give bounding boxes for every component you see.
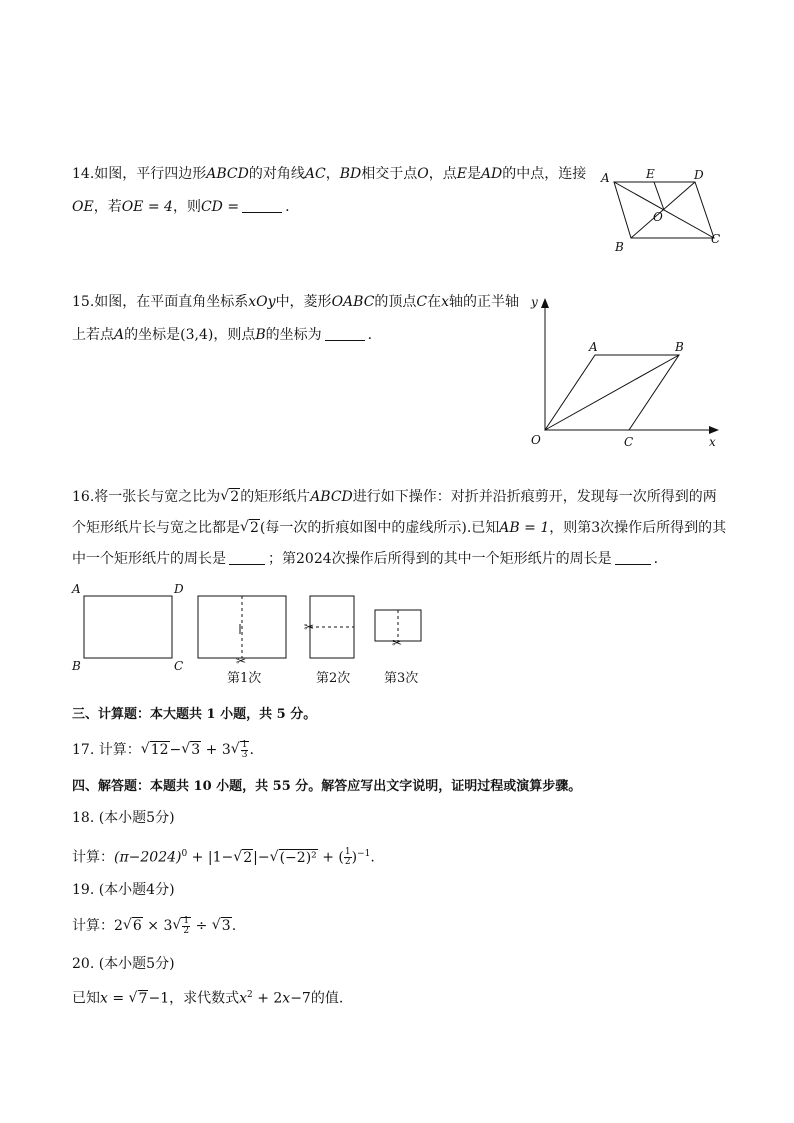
q16-line1: 16.将一张长与宽之比为√ 2的矩形纸片ABCD进行如下操作：对折并沿折痕剪开，发现每一次所得到的两: [72, 487, 717, 507]
q14-parallelogram-figure: [598, 166, 728, 256]
q14-line1: 14.如图，平行四边形ABCD的对角线AC，BD相交于点O，点E是AD的中点，连接: [72, 166, 587, 182]
q18-header: 18. (本小题5分): [72, 810, 175, 826]
label-O: O: [653, 210, 663, 224]
q14-line2: OE，若OE = 4，则CD = .: [72, 199, 290, 215]
label-y: y: [531, 295, 538, 309]
q16-line2: 个矩形纸片长与宽之比都是√ 2(每一次的折痕如图中的虚线所示).已知AB = 1，则第3次操作后所得到的其: [72, 518, 726, 538]
label-O: O: [531, 433, 541, 447]
y-axis-arrow: [541, 298, 549, 308]
q15-line2: 上若点A的坐标是(3,4)，则点B的坐标为 .: [72, 327, 373, 343]
caption-step1: 第1次: [227, 671, 262, 686]
q15-rhombus-figure: [525, 292, 725, 452]
section-3-title: 三、计算题：本大题共 1 小题，共 5 分。: [72, 707, 317, 722]
q19-header: 19. (本小题4分): [72, 882, 175, 898]
scissors-icon: ✂: [236, 654, 247, 668]
q16-line3: 中一个矩形纸片的周长是 ；第2024次操作后所得到的其中一个矩形纸片的周长是 .: [72, 551, 659, 567]
answer-blank-1[interactable]: [229, 550, 265, 565]
label-C: C: [174, 659, 184, 673]
label-D: D: [174, 582, 184, 596]
q18-expression: 计算：$(\pi-2024)^0 + |1-√$ 2|−√ (−2)² + ( $\frac{1}{2}$ )$^{-1}$.: [72, 844, 375, 868]
label-C: C: [711, 232, 721, 246]
rectangle-ABCD: [84, 596, 172, 658]
q20-expression: 已知x = √ 7−1，求代数式$x^2 + 2x-7$的值.: [72, 985, 343, 1009]
scissors-icon: ✂: [304, 620, 315, 634]
label-A: A: [589, 340, 598, 354]
label-B: B: [72, 659, 81, 673]
answer-blank-2[interactable]: [615, 550, 651, 565]
q17: 17. 计算：√ 12−√ 3 + 3 √ $\frac{1}{3}$ .: [72, 740, 254, 760]
section-4-title: 四、解答题：本题共 10 小题，共 55 分。解答应写出文字说明，证明过程或演算步骤。: [72, 779, 582, 794]
label-B: B: [675, 340, 684, 354]
answer-blank[interactable]: [325, 326, 365, 341]
label-B: B: [615, 240, 624, 254]
caption-step2: 第2次: [316, 671, 351, 686]
q15-line1: 15.如图，在平面直角坐标系xOy中，菱形OABC的顶点C在x轴的正半轴: [72, 294, 520, 310]
label-A: A: [601, 171, 610, 185]
diagonal-OB: [545, 355, 679, 430]
diagonal-BD: [631, 182, 695, 238]
answer-blank[interactable]: [242, 198, 282, 213]
label-E: E: [646, 167, 655, 181]
q16-folding-figure: [70, 578, 440, 693]
q19-expression: 计算：2√ 6 × 3 √ $\frac{1}{2}$ ÷ √ 3.: [72, 916, 236, 936]
q20-header: 20. (本小题5分): [72, 956, 175, 972]
label-D: D: [694, 168, 704, 182]
label-C: C: [624, 435, 634, 449]
scissors-icon: ✂: [392, 636, 403, 650]
x-axis-arrow: [709, 426, 719, 434]
caption-step3: 第3次: [384, 671, 419, 686]
label-A: A: [72, 582, 81, 596]
label-x: x: [709, 435, 716, 449]
